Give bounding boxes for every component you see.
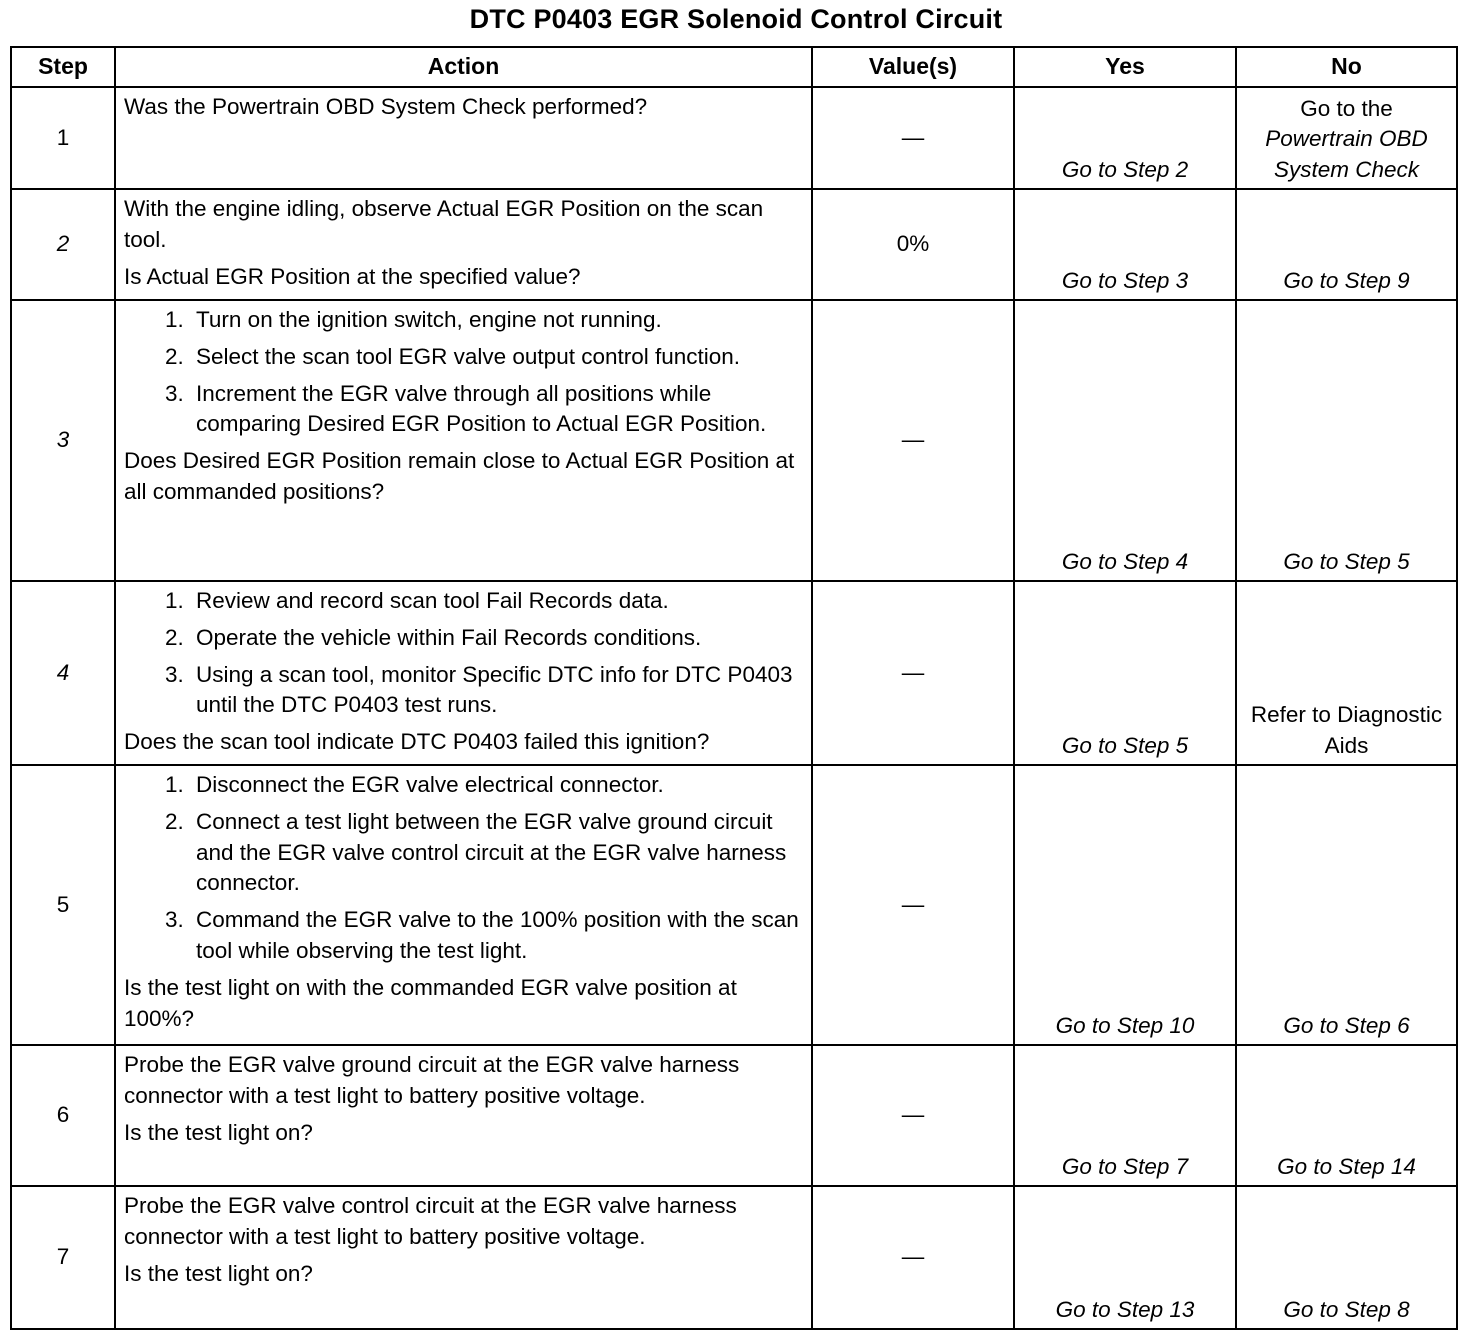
value-cell: — — [812, 1186, 1014, 1329]
yes-cell: Go to Step 4 — [1014, 300, 1236, 581]
action-question: Is the test light on with the commanded EGR valve position at 100%? — [124, 974, 737, 1031]
table-row-step-7 — [11, 1186, 1457, 1329]
no-text-line1: Go to the — [1300, 95, 1393, 121]
substep-item: 3. Command the EGR valve to the 100% position with the scan tool while observing the test light. — [190, 905, 805, 967]
header-action: Action — [115, 47, 812, 87]
substep-item: 1. Turn on the ignition switch, engine not running. — [190, 305, 805, 336]
value-cell: 0% — [812, 189, 1014, 300]
no-cell: Go to Step 14 — [1236, 1045, 1457, 1186]
action-cell — [115, 87, 812, 189]
header-values: Value(s) — [812, 47, 1014, 87]
action-cell — [115, 189, 812, 300]
step-number: 5 — [11, 765, 115, 1045]
action-cell — [115, 581, 812, 765]
value-cell — [812, 87, 1014, 189]
substep-list — [124, 770, 805, 967]
substep-item: 3. Increment the EGR valve through all positions while comparing Desired EGR Position to Actual EGR Position. — [190, 379, 805, 441]
no-cell: Refer to Diagnostic Aids — [1236, 581, 1457, 765]
step-number: 7 — [11, 1186, 115, 1329]
substep-item: 2. Select the scan tool EGR valve output control function. — [190, 342, 805, 373]
value-cell: — — [812, 300, 1014, 581]
table-row-step-1 — [11, 87, 1457, 189]
step-number: 6 — [11, 1045, 115, 1186]
no-cell: Go to Step 8 — [1236, 1186, 1457, 1329]
no-cell: Go to Step 6 — [1236, 765, 1457, 1045]
substep-item: 1. Review and record scan tool Fail Records data. — [190, 586, 805, 617]
value-text: — — [901, 124, 925, 150]
no-cell — [1236, 87, 1457, 189]
yes-cell: Go to Step 5 — [1014, 581, 1236, 765]
table-row-step-4 — [11, 581, 1457, 765]
substep-list — [124, 305, 805, 440]
action-text: Probe the EGR valve ground circuit at the EGR valve harness connector with a test light to battery positive voltage. — [124, 1052, 740, 1108]
substep-item: 2. Connect a test light between the EGR valve ground circuit and the EGR valve control circuit at the EGR valve harness connector. — [190, 807, 805, 899]
no-cell: Go to Step 9 — [1236, 189, 1457, 300]
value-cell: — — [812, 765, 1014, 1045]
no-text-line2: Powertrain OBD System Check — [1265, 126, 1428, 183]
action-question: Does Desired EGR Position remain close to Actual EGR Position at all commanded positions? — [124, 448, 795, 505]
action-question: Is the test light on? — [124, 1260, 313, 1286]
action-cell — [115, 1045, 812, 1186]
diagnostic-table — [10, 46, 1458, 1330]
step-number: 1 — [11, 87, 115, 189]
yes-cell: Go to Step 13 — [1014, 1186, 1236, 1329]
header-yes: Yes — [1014, 47, 1236, 87]
action-text: Probe the EGR valve control circuit at the EGR valve harness connector with a test light to battery positive voltage. — [124, 1193, 737, 1249]
no-cell: Go to Step 5 — [1236, 300, 1457, 581]
substep-item: 1. Disconnect the EGR valve electrical connector. — [190, 770, 805, 801]
action-question: Is Actual EGR Position at the specified value? — [124, 263, 581, 289]
table-row-step-2 — [11, 189, 1457, 300]
header-row — [11, 47, 1457, 87]
action-cell — [115, 300, 812, 581]
yes-cell: Go to Step 3 — [1014, 189, 1236, 300]
action-question: Is the test light on? — [124, 1119, 313, 1145]
action-question: Does the scan tool indicate DTC P0403 failed this ignition? — [124, 729, 710, 755]
substep-list — [124, 586, 805, 721]
yes-cell: Go to Step 2 — [1014, 87, 1236, 189]
table-row-step-5 — [11, 765, 1457, 1045]
action-cell — [115, 765, 812, 1045]
step-number: 3 — [11, 300, 115, 581]
header-no: No — [1236, 47, 1457, 87]
value-cell: — — [812, 1045, 1014, 1186]
substep-item: 2. Operate the vehicle within Fail Records conditions. — [190, 623, 805, 654]
action-text: With the engine idling, observe Actual EGR Position on the scan tool. — [124, 196, 764, 252]
header-step: Step — [11, 47, 115, 87]
yes-cell: Go to Step 10 — [1014, 765, 1236, 1045]
value-cell: — — [812, 581, 1014, 765]
substep-item: 3. Using a scan tool, monitor Specific DTC info for DTC P0403 until the DTC P0403 test runs. — [190, 660, 805, 722]
action-question: Was the Powertrain OBD System Check performed? — [124, 94, 648, 119]
action-cell — [115, 1186, 812, 1329]
document-title: DTC P0403 EGR Solenoid Control Circuit — [469, 4, 1003, 34]
table-row-step-6 — [11, 1045, 1457, 1186]
step-number: 2 — [11, 189, 115, 300]
yes-cell: Go to Step 7 — [1014, 1045, 1236, 1186]
table-row-step-3 — [11, 300, 1457, 581]
step-number: 4 — [11, 581, 115, 765]
